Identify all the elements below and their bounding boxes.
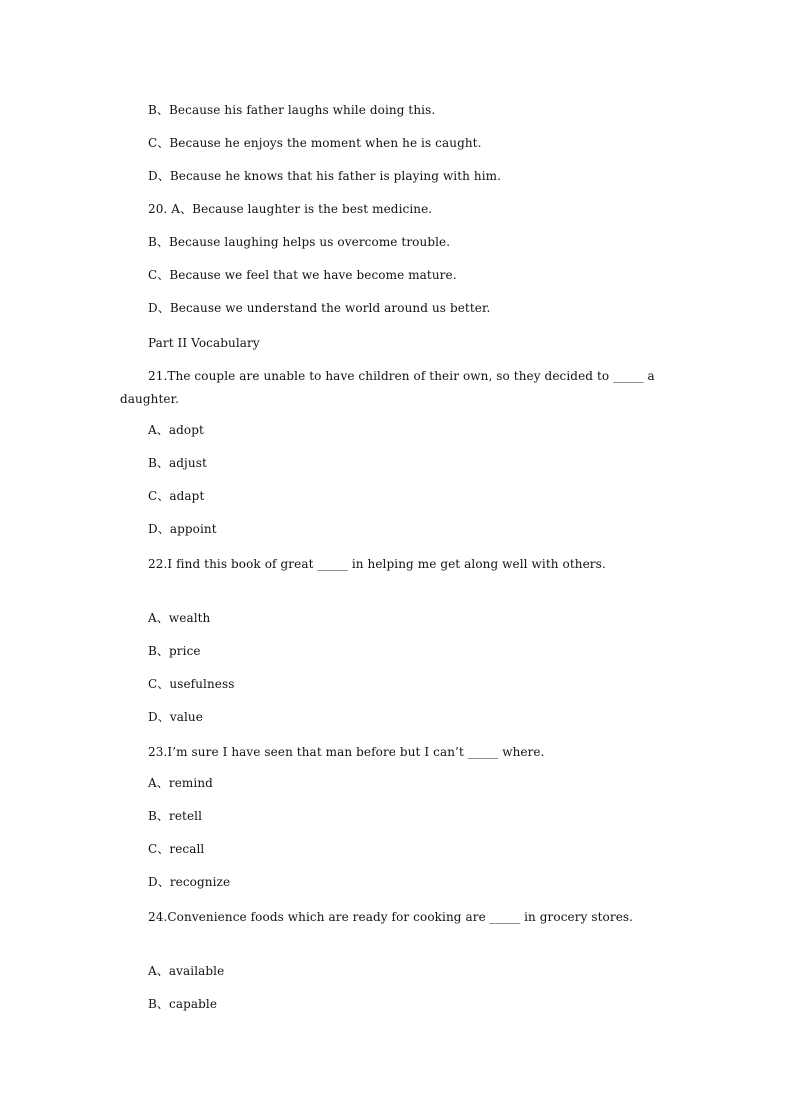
q24-question: 24.Convenience foods which are ready for cooking are _____ in grocery stores. <box>148 910 634 924</box>
q19-option-b: B、Because his father laughs while doing this. <box>148 103 436 117</box>
q23-question: 23.I’m sure I have seen that man before but I can’t _____ where. <box>148 745 545 759</box>
q23-option-d: D、recognize <box>148 875 231 889</box>
q23-option-c: C、recall <box>148 842 205 856</box>
q22-option-b: B、price <box>148 644 201 658</box>
q22-option-c: C、usefulness <box>148 677 235 691</box>
q23-option-b: B、retell <box>148 809 203 823</box>
q20-option-c: C、Because we feel that we have become mature. <box>148 268 457 282</box>
q21-option-a: A、adopt <box>148 423 204 437</box>
q22-option-d: D、value <box>148 710 203 724</box>
q21-option-c: C、adapt <box>148 489 205 503</box>
q24-option-b: B、capable <box>148 997 218 1011</box>
q24-option-a: A、available <box>148 964 225 978</box>
q22-question: 22.I find this book of great _____ in helping me get along well with others. <box>148 557 606 571</box>
q20-option-b: B、Because laughing helps us overcome trouble. <box>148 235 451 249</box>
q21-option-b: B、adjust <box>148 456 207 470</box>
q21-question: 21.The couple are unable to have children of their own, so they decided to _____ a daughter. <box>120 369 655 406</box>
q19-option-c: C、Because he enjoys the moment when he is caught. <box>148 136 482 150</box>
q21-option-d: D、appoint <box>148 522 217 536</box>
q22-option-a: A、wealth <box>148 611 211 625</box>
q20-option-a: 20. A、Because laughter is the best medicine. <box>148 202 433 216</box>
q19-option-d: D、Because he knows that his father is playing with him. <box>148 169 502 183</box>
q20-option-d: D、Because we understand the world around us better. <box>148 301 491 315</box>
q23-option-a: A、remind <box>148 776 213 790</box>
section-heading: Part II Vocabulary <box>148 336 260 350</box>
